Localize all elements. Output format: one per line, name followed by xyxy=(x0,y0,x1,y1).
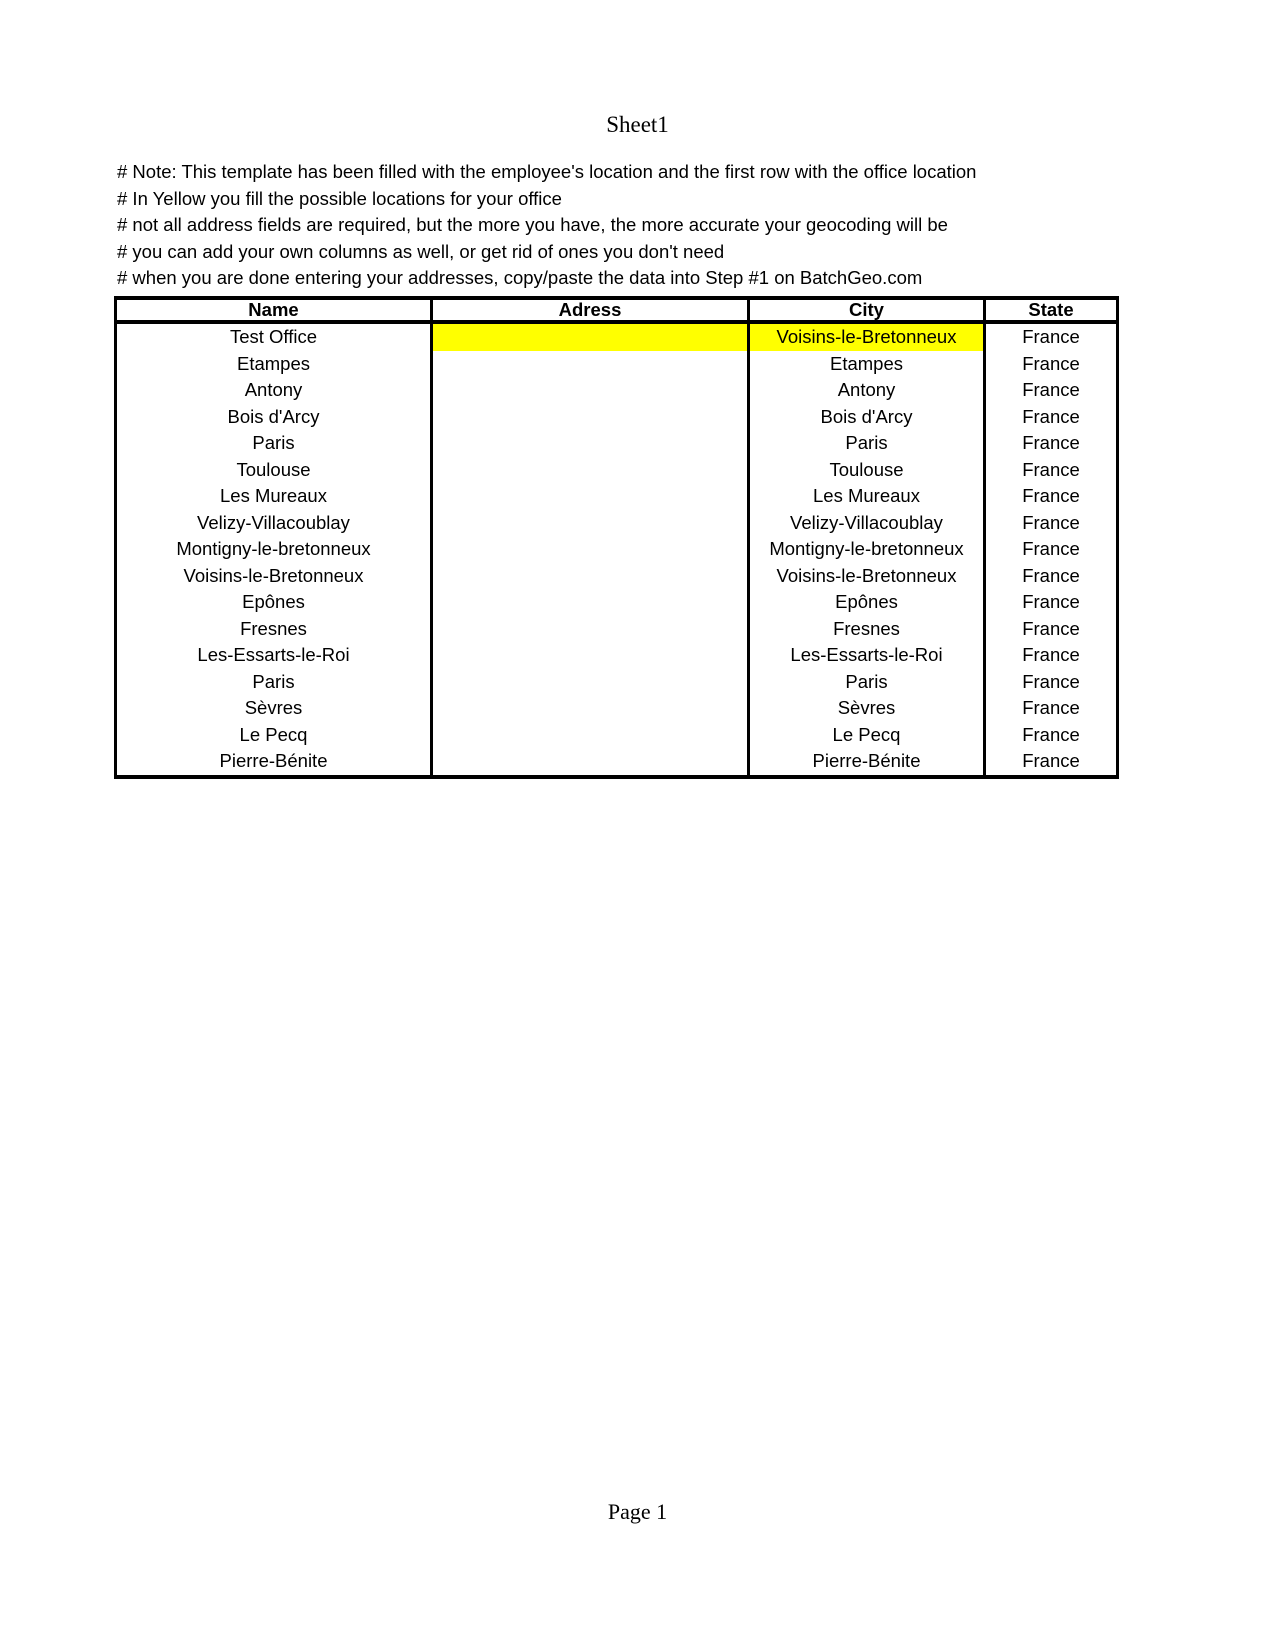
cell-name: Pierre-Bénite xyxy=(116,748,432,777)
cell-adress xyxy=(432,563,749,590)
cell-city: Les-Essarts-le-Roi xyxy=(749,642,985,669)
cell-name: Sèvres xyxy=(116,695,432,722)
cell-name: Toulouse xyxy=(116,457,432,484)
cell-name: Test Office xyxy=(116,322,432,351)
cell-state: France xyxy=(985,322,1118,351)
table-row xyxy=(116,722,1118,749)
table-row xyxy=(116,669,1118,696)
cell-adress xyxy=(432,695,749,722)
cell-city: Epônes xyxy=(749,589,985,616)
table-row xyxy=(116,563,1118,590)
cell-adress xyxy=(432,404,749,431)
note-line: # not all address fields are required, but the more you have, the more accurate your geocoding will be xyxy=(117,214,948,235)
table-header xyxy=(116,298,1118,322)
cell-city: Voisins-le-Bretonneux xyxy=(749,322,985,351)
cell-city: Etampes xyxy=(749,351,985,378)
column-header-city: City xyxy=(749,298,985,322)
cell-name: Les-Essarts-le-Roi xyxy=(116,642,432,669)
cell-name: Velizy-Villacoublay xyxy=(116,510,432,537)
table-row xyxy=(116,616,1118,643)
cell-state: France xyxy=(985,483,1118,510)
cell-name: Voisins-le-Bretonneux xyxy=(116,563,432,590)
cell-name: Le Pecq xyxy=(116,722,432,749)
cell-name: Montigny-le-bretonneux xyxy=(116,536,432,563)
cell-adress xyxy=(432,616,749,643)
cell-name: Epônes xyxy=(116,589,432,616)
cell-name: Paris xyxy=(116,430,432,457)
cell-name: Antony xyxy=(116,377,432,404)
cell-state: France xyxy=(985,563,1118,590)
table-row xyxy=(116,457,1118,484)
cell-state: France xyxy=(985,695,1118,722)
table-row xyxy=(116,748,1118,777)
table-row xyxy=(116,510,1118,537)
cell-name: Paris xyxy=(116,669,432,696)
cell-name: Les Mureaux xyxy=(116,483,432,510)
cell-adress xyxy=(432,322,749,351)
cell-city: Voisins-le-Bretonneux xyxy=(749,563,985,590)
cell-state: France xyxy=(985,536,1118,563)
cell-state: France xyxy=(985,642,1118,669)
cell-state: France xyxy=(985,616,1118,643)
table-row xyxy=(116,589,1118,616)
cell-city: Montigny-le-bretonneux xyxy=(749,536,985,563)
cell-adress xyxy=(432,483,749,510)
note-line: # In Yellow you fill the possible locations for your office xyxy=(117,187,562,209)
table-row xyxy=(116,695,1118,722)
cell-adress xyxy=(432,642,749,669)
table-row xyxy=(116,483,1118,510)
cell-state: France xyxy=(985,589,1118,616)
cell-state: France xyxy=(985,510,1118,537)
cell-state: France xyxy=(985,669,1118,696)
cell-state: France xyxy=(985,722,1118,749)
table-row xyxy=(116,322,1118,351)
cell-adress xyxy=(432,722,749,749)
table-header-row xyxy=(116,298,1118,322)
cell-adress xyxy=(432,669,749,696)
cell-adress xyxy=(432,589,749,616)
column-header-state: State xyxy=(985,298,1118,322)
cell-city: Les Mureaux xyxy=(749,483,985,510)
cell-name: Bois d'Arcy xyxy=(116,404,432,431)
cell-adress xyxy=(432,748,749,777)
cell-state: France xyxy=(985,748,1118,777)
column-header-adress: Adress xyxy=(432,298,749,322)
cell-city: Paris xyxy=(749,669,985,696)
cell-city: Sèvres xyxy=(749,695,985,722)
table-row xyxy=(116,430,1118,457)
cell-name: Etampes xyxy=(116,351,432,378)
column-header-name: Name xyxy=(116,298,432,322)
cell-city: Pierre-Bénite xyxy=(749,748,985,777)
cell-state: France xyxy=(985,430,1118,457)
address-table xyxy=(114,296,1119,779)
cell-city: Bois d'Arcy xyxy=(749,404,985,431)
cell-state: France xyxy=(985,457,1118,484)
cell-state: France xyxy=(985,351,1118,378)
cell-state: France xyxy=(985,404,1118,431)
cell-city: Toulouse xyxy=(749,457,985,484)
cell-adress xyxy=(432,510,749,537)
cell-adress xyxy=(432,377,749,404)
table-body xyxy=(116,322,1118,777)
note-line: # Note: This template has been filled with the employee's location and the first row with the office location xyxy=(117,161,977,182)
cell-city: Fresnes xyxy=(749,616,985,643)
note-line: # you can add your own columns as well, or get rid of ones you don't need xyxy=(117,240,725,262)
cell-city: Velizy-Villacoublay xyxy=(749,510,985,537)
cell-name: Fresnes xyxy=(116,616,432,643)
sheet-title: Sheet1 xyxy=(606,112,669,137)
cell-city: Antony xyxy=(749,377,985,404)
cell-adress xyxy=(432,351,749,378)
table-row xyxy=(116,377,1118,404)
cell-adress xyxy=(432,457,749,484)
table-row xyxy=(116,536,1118,563)
page-footer: Page 1 xyxy=(607,1499,668,1524)
cell-state: France xyxy=(985,377,1118,404)
cell-city: Paris xyxy=(749,430,985,457)
table-row xyxy=(116,351,1118,378)
notes-block xyxy=(117,159,976,292)
table-row xyxy=(116,404,1118,431)
note-line: # when you are done entering your addresses, copy/paste the data into Step #1 on BatchGeo.com xyxy=(117,267,923,288)
cell-adress xyxy=(432,536,749,563)
cell-city: Le Pecq xyxy=(749,722,985,749)
cell-adress xyxy=(432,430,749,457)
table-row xyxy=(116,642,1118,669)
